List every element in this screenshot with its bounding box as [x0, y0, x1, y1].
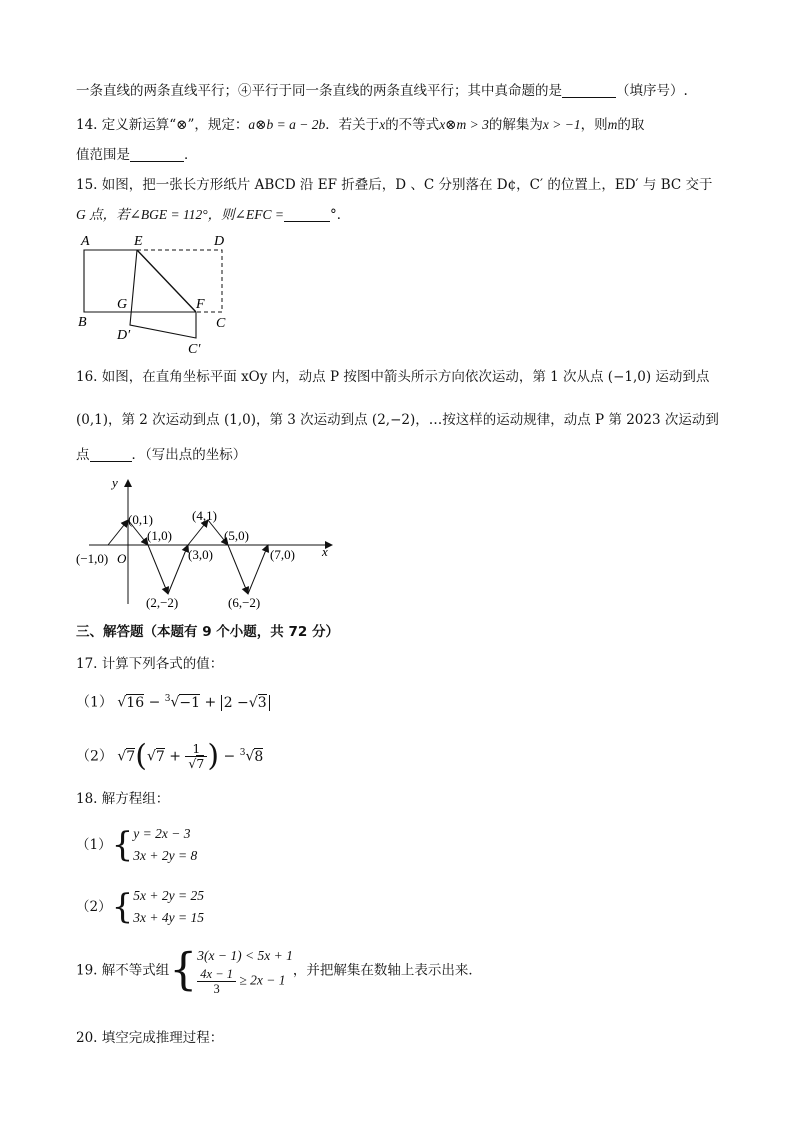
label-A: A: [81, 234, 90, 249]
q19-tail: ，并把解集在数轴上表示出来．: [292, 962, 482, 979]
label-D-prime: D′: [117, 328, 131, 343]
plus-sign: +: [204, 694, 217, 711]
axis-label-y: y: [112, 475, 118, 490]
q16-text: (0,1)，第 2 次运动到点 (1,0)，第 3 次运动到点 (2,−2)，…按这样的运动规律，动点 P 第 2023 次运动到: [76, 412, 719, 428]
fraction-denominator: 3: [213, 982, 220, 996]
right-paren: ): [207, 738, 220, 774]
q15-fold-figure: [74, 228, 244, 358]
q15-text: 如图，把一张长方形纸片 ABCD 沿 EF 折叠后，D 、C 分别落在 D¢，C′ 的位置上，ED′ 与 BC 交于: [101, 177, 713, 193]
q16-text: 如图，在直角坐标平面 xOy 内，动点 P 按图中箭头所示方向依次运动，第 1 次从点 (−1,0) 运动到点: [101, 369, 710, 385]
rectangle-left-part: [84, 250, 137, 312]
sqrt-icon: √: [170, 694, 180, 711]
q19-system: [197, 945, 293, 996]
q17-e2-cuberoot: 8: [254, 748, 264, 765]
q13-tail-line: [76, 82, 688, 100]
label-F: F: [196, 297, 205, 312]
axis-label-x: x: [322, 544, 328, 559]
q18-part2-label: （2）: [76, 899, 112, 915]
q19-line: [76, 945, 482, 996]
fold-line-EF: [137, 250, 196, 312]
q18-part1: [76, 823, 197, 867]
q16-answer-blank: [90, 447, 132, 462]
q14-text: 定义新运算“⊗”，规定：: [101, 117, 249, 133]
brace-icon: {: [169, 944, 198, 996]
q15-text: G 点，若∠BGE = 112°，则∠EFC =: [76, 207, 284, 222]
original-ED-DC-dashed: [137, 250, 222, 312]
inequality-2-tail: ≥ 2x − 1: [239, 972, 286, 988]
q18-system1: [133, 823, 197, 867]
q16-line2: [76, 411, 719, 429]
path-seg5: [188, 520, 208, 545]
label-B: B: [78, 315, 87, 330]
point-label-6-neg2: (6,−2): [228, 595, 261, 610]
cube-index: 3: [239, 748, 246, 758]
fraction-numerator: 4x − 1: [197, 967, 236, 982]
q14-text: ．若关于: [325, 117, 380, 133]
label-C-prime: C′: [188, 342, 201, 357]
system-equation: 5x + 2y = 25: [133, 888, 204, 903]
label-E: E: [134, 234, 143, 249]
path-seg7: [228, 545, 248, 594]
q17-e1-radicand: 16: [126, 694, 145, 711]
q15-line2: [76, 206, 350, 224]
minus-sign: −: [148, 694, 161, 711]
q14-text: 的解集为: [488, 117, 543, 133]
point-label-7-0: (7,0): [270, 547, 295, 562]
q20-title: 20. 填空完成推理过程：: [76, 1030, 224, 1046]
q13-tail-suffix: （填序号）.: [616, 83, 688, 99]
q17-e1-abs-text: 2 −: [223, 694, 249, 711]
point-label-1-0: (1,0): [147, 528, 172, 543]
system-equation: 3x + 4y = 15: [133, 910, 204, 925]
path-seg8: [248, 545, 268, 594]
point-label-5-0: (5,0): [224, 528, 249, 543]
q17-part1: [76, 690, 270, 712]
q16-text: ．（写出点的坐标）: [131, 447, 247, 463]
q14-text: ，则: [580, 117, 608, 133]
folded-flap: [130, 250, 196, 338]
point-label-3-0: (3,0): [188, 547, 213, 562]
sqrt-icon: √: [245, 748, 255, 765]
point-label-2-neg2: (2,−2): [146, 595, 179, 610]
q18-part2: [76, 885, 204, 929]
q14-text: 的不等式: [385, 117, 440, 133]
q14-solution: x > −1: [542, 117, 581, 132]
q17-part1-label: （1）: [76, 694, 113, 711]
q15-line1: [76, 176, 712, 194]
q15-answer-blank: [284, 207, 330, 222]
q17-abs-value: [221, 695, 270, 711]
q14-text: 的取: [617, 117, 645, 133]
q14-text: ．: [184, 147, 198, 163]
sqrt-icon: √: [117, 694, 127, 711]
q14-definition: a⊗b = a − 2b: [248, 117, 326, 132]
q14-number: 14.: [76, 117, 98, 133]
cube-index: 3: [164, 694, 171, 704]
q17-fraction: [185, 742, 207, 771]
q14-line1: [76, 116, 644, 134]
q18-system2: [133, 885, 204, 929]
q19-number: 19. 解不等式组: [76, 962, 170, 979]
q17-e2-radicand: 7: [126, 748, 136, 765]
q17-e1-cuberoot: −1: [179, 694, 201, 711]
minus-sign: −: [223, 748, 236, 765]
label-G: G: [117, 297, 128, 312]
q19-fraction: [197, 967, 236, 996]
q17-e2-radicand2: 7: [155, 748, 165, 765]
path-seg1: [108, 520, 128, 545]
q14-inequality: x⊗m > 3: [439, 117, 489, 132]
section-heading: 三、解答题（本题有 9 个小题，共 72 分）: [76, 624, 339, 640]
q17-title: 17. 计算下列各式的值：: [76, 656, 224, 672]
q16-line1: [76, 368, 709, 386]
point-label-0-1: (0,1): [128, 512, 153, 527]
label-D: D: [214, 234, 225, 249]
q18-title: 18. 解方程组：: [76, 791, 170, 807]
q14-text: 值范围是: [76, 147, 130, 163]
q16-line3: [76, 446, 246, 464]
sqrt-icon: √: [146, 748, 156, 765]
q13-answer-blank: [562, 83, 616, 98]
q13-tail-text: 一条直线的两条直线平行；④平行于同一条直线的两条直线平行；其中真命题的是: [76, 83, 562, 99]
point-label-4-1: (4,1): [192, 508, 217, 523]
inequality-2: [197, 967, 293, 996]
q14-answer-blank: [130, 147, 184, 162]
fraction-numerator: 1: [185, 742, 207, 757]
point-label-neg1-0: (−1,0): [76, 551, 109, 566]
q18-part1-label: （1）: [76, 837, 112, 853]
label-C: C: [216, 316, 226, 331]
path-seg4: [168, 545, 188, 594]
brace-icon: {: [111, 887, 134, 927]
inequality-1: 3(x − 1) < 5x + 1: [197, 948, 293, 963]
system-equation: y = 2x − 3: [133, 826, 191, 841]
sqrt-icon: √: [117, 748, 127, 765]
q14-line2: [76, 146, 198, 164]
q15-text: °．: [329, 207, 351, 223]
left-paren: (: [135, 738, 147, 774]
fraction-denominator-radicand: 7: [196, 756, 205, 772]
q16-number: 16.: [76, 369, 98, 385]
q14-var-m: m: [607, 117, 618, 132]
sqrt-icon: √: [248, 694, 258, 711]
path-seg3: [148, 545, 168, 594]
q17-e1-abs-radicand: 3: [257, 694, 267, 711]
q16-text: 点: [76, 447, 90, 463]
brace-icon: {: [111, 825, 134, 865]
q14-var: x: [379, 117, 386, 132]
origin-label: O: [117, 551, 127, 566]
fraction-denominator: √7: [188, 756, 205, 772]
q15-number: 15.: [76, 177, 98, 193]
plus-sign: +: [169, 748, 181, 765]
q17-part2-label: （2）: [76, 748, 113, 765]
q17-part2: [76, 736, 263, 774]
q16-coordinate-figure: [74, 472, 344, 614]
system-equation: 3x + 2y = 8: [133, 848, 198, 863]
